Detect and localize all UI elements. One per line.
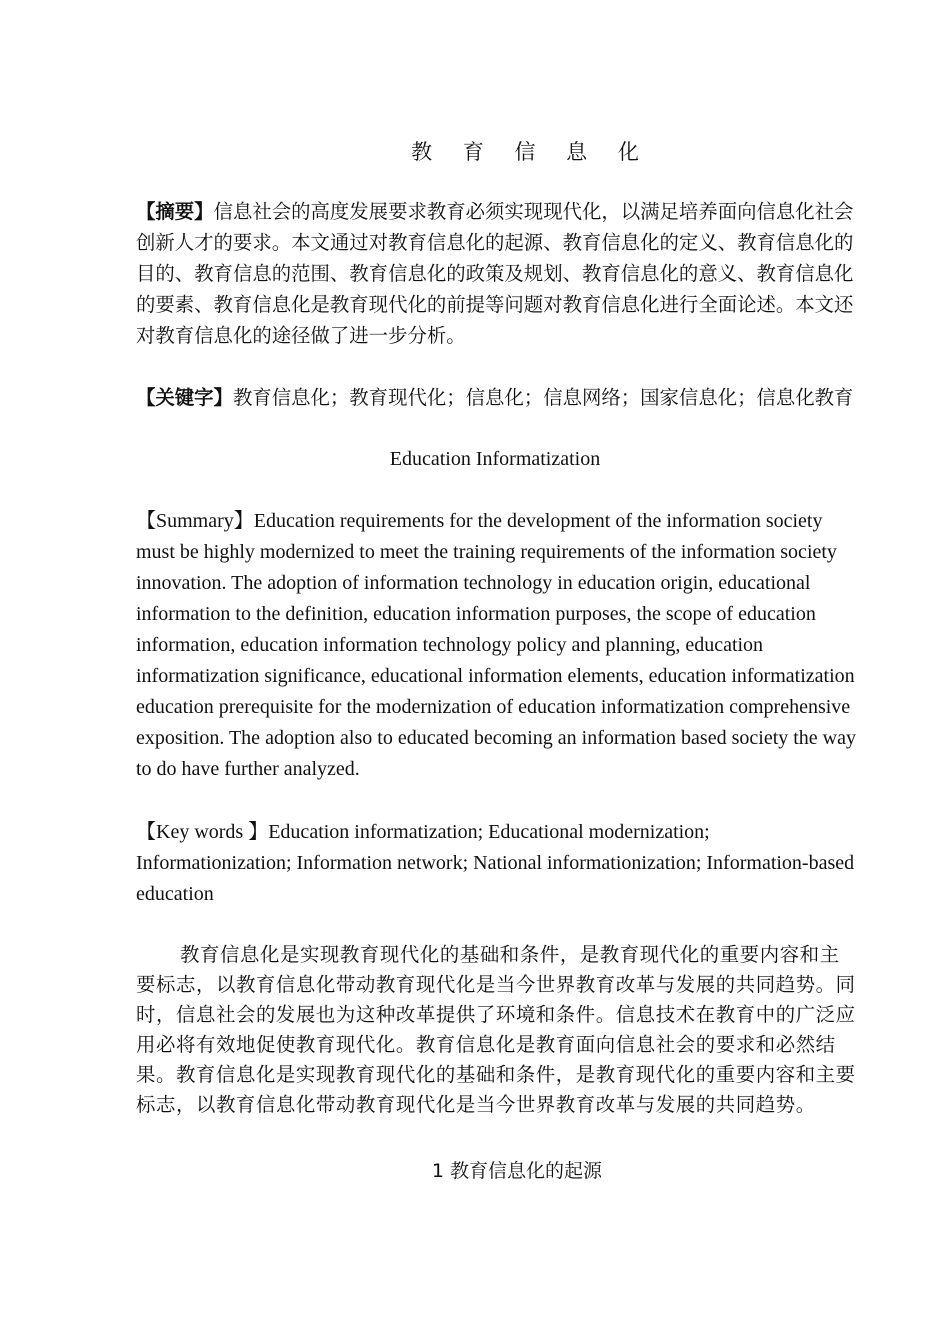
summary-en (136, 506, 866, 785)
abstract-cn-text: 信息社会的高度发展要求教育必须实现现代化，以满足培养面向信息化社会创新人才的要求。本文通过对教育信息化的起源、教育信息化的定义、教育信息化的目的、教育信息的范围、教育信息化的政策及规划、教育信息化的意义、教育信息化的要素、教育信息化是教育现代化的前提等问题对教育信息化进行全面论述。本文还对教育信息化的途径做了进一步分析。 (136, 200, 854, 347)
summary-en-label: 【Summary】 (136, 510, 254, 532)
abstract-cn (136, 196, 866, 351)
keywords-en-label: 【Key words 】 (136, 821, 269, 843)
abstract-cn-label: 【摘要】 (136, 200, 214, 223)
summary-en-text: Education requirements for the development of the information society must be highly modernized to meet the training requirements of the information society innovation. The adoption of information technology in education origin, educational information to the definition, education information purposes, the scope of education information, education information technology policy and planning, education informatization significance, educational information elements, education informatization education prerequisite for the modernization of education informatization comprehensive exposition. The adoption also to educated becoming an information based society the way to do have further analyzed. (136, 510, 856, 780)
keywords-en-text: Education informatization; Educational modernization; Informationization; Information network; National informationization; Information-based education (136, 821, 855, 905)
keywords-cn-label: 【关键字】 (136, 386, 233, 409)
document-title: 教 育 信 息 化 (411, 140, 651, 164)
intro-paragraph: 教育信息化是实现教育现代化的基础和条件，是教育现代化的重要内容和主要标志，以教育信息化带动教育现代化是当今世界教育改革与发展的共同趋势。同时，信息社会的发展也为这种改革提供了环境和条件。信息技术在教育中的广泛应用必将有效地促使教育现代化。教育信息化是教育面向信息社会的要求和必然结果。教育信息化是实现教育现代化的基础和条件，是教育现代化的重要内容和主要标志，以教育信息化带动教育现代化是当今世界教育改革与发展的共同趋势。 (136, 943, 856, 1116)
keywords-en (136, 817, 866, 910)
section-heading: 1 教育信息化的起源 (431, 1160, 603, 1182)
keywords-cn-text: 教育信息化；教育现代化；信息化；信息网络；国家信息化；信息化教育 (232, 386, 854, 409)
keywords-cn (136, 382, 866, 413)
english-title: Education Informatization (389, 448, 601, 470)
